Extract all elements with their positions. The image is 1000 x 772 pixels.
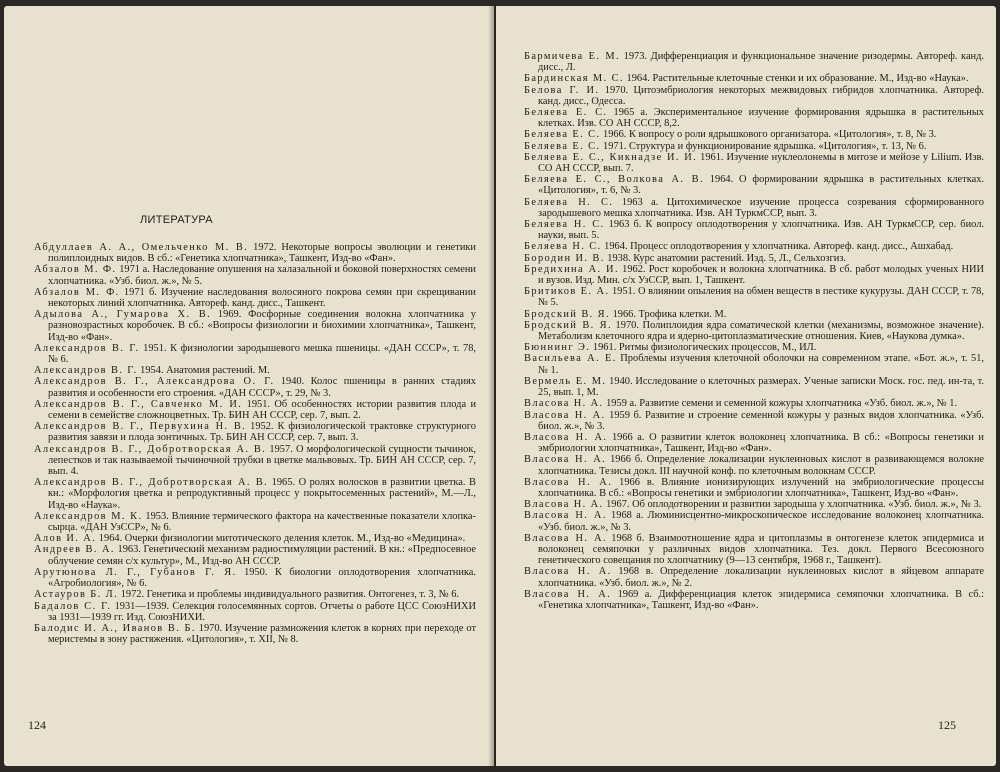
bibliography-list-right [524,51,984,611]
entry-author: Беляева Е. С. [524,140,601,152]
bibliography-entry [34,309,476,343]
entry-text: 1969 а. Дифференциация клеток эпидермиса семяпочки хлопчатника. В сб.: «Генетика хлопчатника», Ташкент, Изд-во «Фан». [538,588,984,611]
entry-text: 1951. О влиянии опыления на обмен веществ в пестике кукурузы. ДАН СССР, т. 78, № 5. [538,286,984,309]
entry-text: 1971 б. Изучение наследования волосяного покрова семян при скрещивании некоторых линий хлопчатника. Автореф. канд. дисс., Ташкент. [48,286,476,310]
entry-author: Абдуллаев А. А., Омельченко М. В. [34,242,249,253]
bibliography-entry [524,152,984,174]
entry-text: 1951. К физиологии зародышевого мешка пшеницы. «ДАН СССР», т. 78, № 6. [48,342,476,366]
entry-author: Александров В. Г., Савченко М. И. [34,398,243,410]
entry-text: 1951. Об особенностях истории развития плода и семени в семействе сложноцветных. Тр. БИН АН СССР, сер. 7, вып. 2. [48,398,477,422]
bibliography-entry [524,107,984,129]
entry-author: Беляева Н. С. [524,219,605,231]
entry-text: 1964. Процесс оплодотворения у хлопчатника. Автореф. канд. дисс., Ашхабад. [601,241,954,253]
entry-author: Беляева Е. С., Кикнадзе И. И. [524,151,698,163]
bibliography-entry [34,444,476,478]
bibliography-entry [34,343,476,365]
bibliography-entry [34,242,476,264]
entry-text: 1964. Очерки физиологии митотического деления клеток. М., Изд-во «Медицина». [96,533,466,545]
bibliography-entry [34,533,476,544]
entry-author: Абзалов М. Ф. [34,264,117,276]
bibliography-entry [524,454,984,476]
left-page [4,6,494,766]
bibliography-entry [34,544,476,566]
bibliography-entry [34,264,476,286]
entry-author: Вермель Е. М. [524,375,607,387]
entry-author: Власова Н. А. [524,532,607,544]
entry-text: 1953. Влияние термического фактора на качественные показатели хлопка-сырца. «ДАН УзССР», № 6. [48,510,477,534]
entry-text: 1973. Дифференциация и функциональное значение ризодермы. Автореф. канд. дисс., Л. [538,51,985,74]
bibliography-entry [524,432,984,454]
entry-author: Беляева Е. С. [524,107,608,119]
entry-author: Александров В. Г., Добротворская А. В. [34,443,267,455]
bibliography-entry [524,510,984,532]
bibliography-entry [34,287,476,309]
entry-text: 1968 б. Взаимоотношение ядра и цитоплазмы в онтогенезе клеток эпидермиса и волоконец семяпочки у различных видов хлопчатника. Тез. докл. Первого Всесоюзного генетического совещания по хлопчатнику (9—13 сентября, 1968 г., Ташкент). [538,532,985,567]
bibliography-entry [34,511,476,533]
bibliography-entry [524,499,984,510]
entry-text: 1931—1939. Селекция голосемянных сортов. Отчеты о работе ЦСС СоюзНИХИ за 1931—1939 гг. Изд. СоюзНИХИ. [48,600,476,623]
entry-author: Адылова А., Гумарова Х. В. [34,309,212,321]
bibliography-entry [34,477,476,511]
bibliography-entry [34,376,476,398]
entry-author: Власова Н. А. [524,431,608,443]
entry-author: Александров М. К. [34,510,143,522]
entry-author: Бредихина А. И. [524,263,619,275]
bibliography-entry [34,589,476,600]
bibliography-entry [524,253,984,264]
page-number-left: 124 [28,718,46,732]
entry-author: Власова Н. А. [524,499,604,511]
entry-text: 1963 б. К вопросу оплодотворения у хлопчатника. Изв. АН ТуркмССР, сер. биол. науки, вып. 5. [538,219,984,242]
entry-author: Васильева А. Е. [524,353,617,365]
entry-author: Балодис И. А., Иванов В. Б. [34,622,196,634]
bibliography-entry [524,219,984,241]
entry-author: Власова Н. А. [524,409,606,421]
entry-author: Беляева Е. С., Волкова А. В. [524,174,704,186]
entry-text: 1964. О формировании ядрышка в растительных клетках. «Цитология», т. 6, № 3. [538,174,984,197]
entry-text: 1972. Генетика и проблемы индивидуального развития. Онтогенез, т. 3, № 6. [118,589,460,601]
entry-text: 1965. О ролях волосков в развитии цветка. В кн.: «Морфология цветка и репродуктивный процесс у покрытосеменных растений», М.—Л., Изд-во «Наука». [48,477,476,511]
entry-text: 1972. Некоторые вопросы эволюции и генетики полиплоидных видов. В сб.: «Генетика хлопчатника», Ташкент, Изд-во «Фан». [48,242,476,265]
entry-author: Власова Н. А. [524,588,612,600]
entry-text: 1965 а. Экспериментальное изучение формирования ядрышка в растительных клетках. Изв. СО АН СССР, 8,2. [538,107,984,130]
entry-author: Бюннинг Э. [524,342,591,354]
bibliography-entry [524,477,984,499]
entry-author: Андреев В. А. [34,544,115,556]
entry-text: 1963. Генетический механизм радиостимуляции растений. В кн.: «Предпосевное облучение семян с/х культур», М., Изд-во АН СССР. [48,544,476,567]
entry-text: 1970. Полиплоидия ядра соматической клетки (механизмы, возможное значение). Метаболизм клеточного ядра и ядерно-цитоплазматические отношения. Киев, «Наукова думка». [538,319,984,343]
entry-author: Александров В. Г., Добротворская А. В. [34,477,269,489]
bibliography-entry [524,174,984,196]
entry-author: Александров В. Г., Первухина Н. В. [34,421,247,433]
entry-text: 1959 б. Развитие и строение семенной кожуры у разных видов хлопчатника. «Узб. биол. ж.», № 3. [538,409,985,432]
entry-text: 1954. Анатомия растений. М. [137,365,270,377]
bibliography-entry [524,533,984,567]
entry-text: 1959 а. Развитие семени и семенной кожуры хлопчатника «Узб. биол. ж.», № 1. [603,398,958,410]
bibliography-entry [524,51,984,73]
bibliography-entry [524,85,984,107]
bibliography-entry [524,376,984,398]
entry-author: Бадалов С. Г. [34,600,112,612]
entry-text: 1952. К физиологической трактовке структурного развития завязи и плода зонтичных. Тр. БИН АН СССР, сер. 7, вып. 3. [48,421,476,444]
page-heading: ЛИТЕРАТУРА [140,214,213,226]
bibliography-entry [524,129,984,140]
entry-author: Александров В. Г. [34,342,140,354]
entry-text: Проблемы изучения клеточной оболочки на современном этапе. «Бот. ж.», т. 51, № 1. [538,353,985,376]
bibliography-entry [34,601,476,623]
entry-text: 1967. Об оплодотворении и развитии зародыша у хлопчатника. «Узб. биол. ж.», № 3. [603,499,982,511]
entry-author: Власова Н. А. [524,454,607,466]
bibliography-entry [524,309,984,320]
bibliography-entry [524,141,984,152]
entry-text: 1966 в. Влияние ионизирующих излучений на эмбриологические процессы хлопчатника. В сб.: «Вопросы генетики и эмбриологии хлопчатника», Ташкент, Изд-во «Фан». [538,476,984,499]
entry-text: 1966 а. О развитии клеток волоконец хлопчатника. В сб.: «Вопросы генетики и эмбриологии хлопчатника», Ташкент, Изд-во «Фан». [538,431,984,455]
entry-author: Власова Н. А. [524,476,613,488]
entry-author: Астауров Б. Л. [34,589,119,601]
entry-author: Александров В. Г. [34,365,138,377]
bibliography-entry [524,589,984,611]
bibliography-entry [524,73,984,84]
entry-text: 1966. К вопросу о роли ядрышкового организатора. «Цитология», т. 8, № 3. [600,129,937,141]
entry-author: Арутюнова Л. Г., Губанов Г. Я. [34,566,237,578]
entry-author: Бородин И. В. [524,252,605,264]
right-page [496,6,996,766]
entry-text: 1969. Фосфорные соединения волокна хлопчатника у разновозрастных коробочек. В сб.: «Вопросы физиологии и биохимии хлопчатника», Ташкент, Изд-во «Фан». [48,309,476,343]
entry-author: Бардинская М. С. [524,73,624,85]
entry-text: 1971. Структура и функционирование ядрышка. «Цитология», т. 13, № 6. [600,140,927,152]
bibliography-entry [524,566,984,588]
bibliography-entry [34,399,476,421]
entry-text: 1964. Растительные клеточные стенки и их образование. М., Изд-во «Наука». [623,73,969,85]
page-number-right: 125 [938,718,956,732]
entry-author: Бродский В. Я. [524,319,612,331]
entry-text: 1970. Изучение размножения клеток в корнях при переходе от меристемы в зону растяжения. «Цитология», т. XII, № 8. [48,622,476,646]
entry-text: 1963 а. Цитохимическое изучение процесса созревания сформированного зародышевого мешка хлопчатника. Изв. АН ТуркмССР, вып. 3. [538,196,985,219]
entry-author: Бритиков Е. А. [524,286,610,298]
entry-text: 1938. Курс анатомии растений. Изд. 5, Л., Сельхозгиз. [604,252,847,264]
bibliography-entry [524,410,984,432]
entry-text: 1961. Ритмы физиологических процессов, М., ИЛ. [590,342,817,354]
bibliography-entry [524,342,984,353]
bibliography-entry [34,365,476,376]
entry-text: 1966 б. Определение локализации нуклеиновых кислот в развивающемся волокне хлопчатника. Тезисы докл. III научной конф. по клеточным волокнам СССР. [538,454,984,477]
entry-author: Белова Г. И. [524,84,600,96]
bibliography-entry [524,241,984,252]
entry-author: Беляева Н. С. [524,241,602,253]
entry-text: 1968 а. Люминисцентно-микроскопическое исследование волоконец хлопчатника. «Узб. биол. ж.», № 3. [538,510,984,533]
entry-text: 1970. Цитоэмбриология некоторых межвидовых гибридов хлопчатника. Автореф. канд. дисс., Одесса. [538,84,984,107]
bibliography-entry [524,320,984,342]
entry-text: 1940. Колос пшеницы в ранних стадиях развития и особенности его строения. «ДАН СССР», т. 29, № 3. [48,376,476,399]
entry-author: Беляева Н. С. [524,196,614,208]
bibliography-entry [524,353,984,375]
entry-author: Абзалов М. Ф. [34,286,120,298]
bibliography-entry [524,197,984,219]
bibliography-entry [34,567,476,589]
entry-author: Власова Н. А. [524,510,607,522]
entry-author: Беляева Е. С. [524,129,601,141]
bibliography-entry [34,623,476,645]
entry-author: Бармичева Е. М. [524,51,620,62]
entry-text: 1961. Изучение нуклеолонемы в митозе и мейозе у Lilium. Изв. СО АН СССР, вып. 7. [538,151,984,175]
entry-text: 1940. Исследование о клеточных размерах. Ученые записки Моск. гос. пед. ин-та, т. 25, вып. 1, М. [538,375,984,399]
entry-text: 1966. Трофика клетки. М. [609,308,727,320]
bibliography-entry [34,421,476,443]
entry-author: Александров В. Г., Александрова О. Г. [34,376,275,388]
entry-text: 1962. Рост коробочек и волокна хлопчатника. В сб. работ молодых ученых НИИ и вузов. Изд. Мин. с/х УзССР, вып. 1, Ташкент. [538,263,984,287]
entry-text: 1950. К биологии оплодотворения хлопчатника. «Агробиология», № 6. [48,566,476,590]
entry-text: 1957. О морфологической сущности тычинок, лепестков и так называемой тычиночной трубки в цветке мальвовых. Тр. БИН АН СССР, сер. 7, вып. 4. [48,443,476,478]
entry-text: 1968 в. Определение локализации нуклеиновых кислот в яйцевом аппарате хлопчатника. «Узб. биол. ж.», № 2. [538,566,984,589]
bibliography-entry [524,398,984,409]
entry-author: Власова Н. А. [524,566,612,578]
entry-author: Алов И. А. [34,533,97,545]
bibliography-entry [524,286,984,308]
bibliography-entry [524,264,984,286]
entry-author: Власова Н. А. [524,398,604,410]
entry-text: 1971 а. Наследование опушения на халазальной и боковой поверхностях семени хлопчатника. «Узб. биол. ж.», № 5. [48,264,476,287]
entry-author: Бродский В. Я. [524,308,610,320]
bibliography-list-left [34,242,476,645]
